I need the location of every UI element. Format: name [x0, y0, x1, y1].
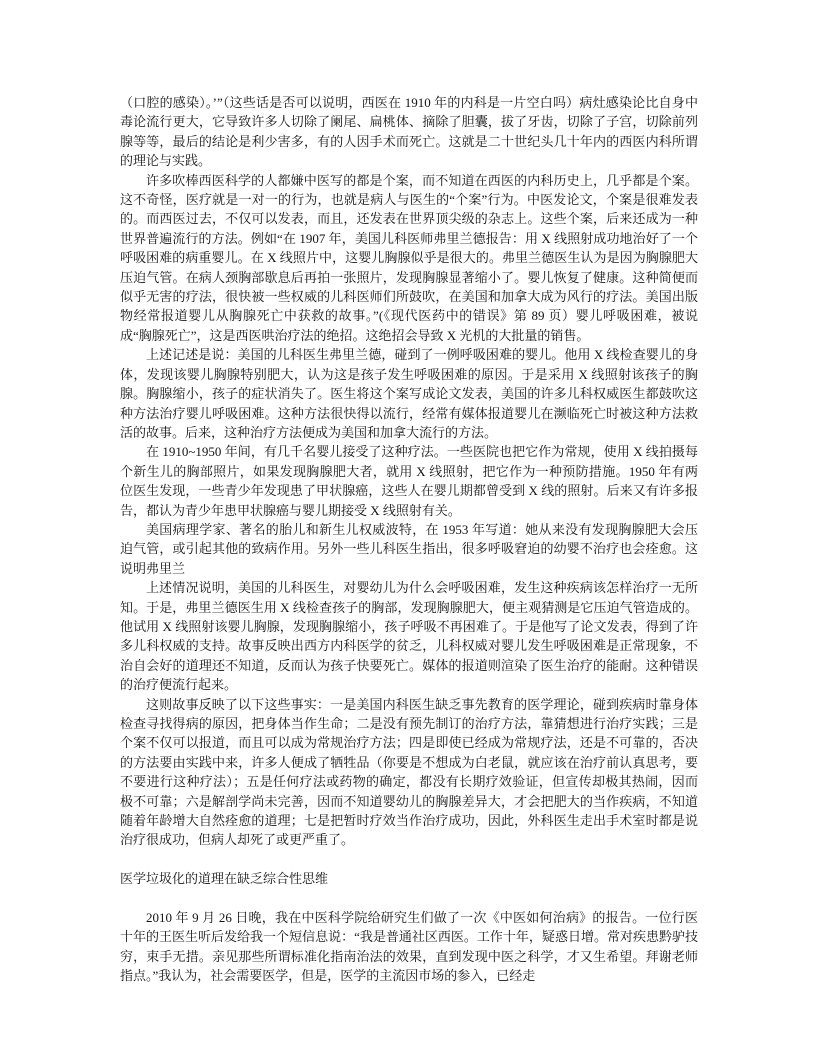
paragraph-explanation: 上述情况说明，美国的儿科医生，对婴幼儿为什么会呼吸困难，发生这种疾病该怎样治疗一无所知。于是，弗里兰德医生用 X 线检查孩子的胸部，发现胸腺肥大，便主观猜测是它压迫气管造成的。他试用 X 线照射该婴儿胸腺，发现胸腺缩小，孩子呼吸不再困难了。于是他写了论文发表，得到了许多儿科权威的支持。故事反映出西方内科医学的贫乏，儿科权威对婴儿发生呼吸困难是正常现象，不治自会好的道理还不知道，反而认为孩子快要死亡。媒体的报道则渲染了医生治疗的能耐。这种错误的治疗便流行起来。	[120, 580, 698, 693]
paragraph-case-reports: 许多吹棒西医科学的人都嫌中医写的都是个案，而不知道在西医的内科历史上，几乎都是个案。这不奇怪，医疗就是一对一的行为，也就是病人与医生的“个案”行为。中医发论文，个案是很难发表的。而西医过去，不仅可以发表，而且，还发表在世界顶尖级的杂志上。这些个案，后来还成为一种世界普遍流行的方法。例如“在 1907 年，美国儿科医师弗里兰德报告：用 X 线照射成功地治好了一个呼吸困难的病重婴儿。在 X 线照片中，这婴儿胸腺似乎是很大的。弗里兰德医生认为是因为胸腺肥大压迫气管。在病人颈胸部歇息后再拍一张照片，发现胸腺显著缩小了。婴儿恢复了健康。这种简便而似乎无害的疗法，很快被一些权威的儿科医师们所鼓吹，在美国和加拿大成为风行的疗法。美国出版物经常报道婴儿从胸腺死亡中获救的故事。”(《现代医药中的错误》第 89 页）婴儿呼吸困难，被说成“胸腺死亡”，这是西医哄治疗法的绝招。这绝招会导致 X 光机的大批量的销售。	[120, 172, 698, 343]
paragraph-continuation: （口腔的感染）。’”（这些话是否可以说明，西医在 1910 年的内科是一片空白吗）病灶感染论比自身中毒论流行更大，它导致许多人切除了阑尾、扁桃体、摘除了胆囊，拔了牙齿，切除了子宫，切除前列腺等等，最后的结论是利少害多，有的人因手术而死亡。这就是二十世纪头几十年内的西医内科所谓的理论与实践。	[120, 95, 698, 169]
paragraph-2010-report: 2010 年 9 月 26 日晚，我在中医科学院给研究生们做了一次《中医如何治病》的报告。一位行医十年的王医生听后发给我一个短信息说：“我是普通社区西医。工作十年，疑惑日增。常对疾患黔驴技穷，束手无措。亲见那些所谓标准化指南治法的效果，直到发现中医之科学，才又生希望。拜谢老师指点。”我认为，社会需要医学，但是，医学的主流因市场的参入，已经走	[120, 910, 698, 984]
section-heading: 医学垃圾化的道理在缺乏综合性思维	[120, 871, 329, 887]
text-block	[120, 93, 698, 986]
paragraph-pathologist: 美国病理学家、著名的胎儿和新生儿权威波特，在 1953 年写道：她从来没有发现胸腺肥大会压迫气管，或引起其他的致病作用。另外一些儿科医生指出，很多呼吸窘迫的幼婴不治疗也会痊愈。这说明弗里兰	[120, 521, 698, 576]
paragraph-1910-1950: 在 1910~1950 年间，有几千名婴儿接受了这种疗法。一些医院也把它作为常规，使用 X 线拍摄每个新生儿的胸部照片，如果发现胸腺肥大者，就用 X 线照射，把它作为一种预防措施。1950 年有两位医生发现，一些青少年发现患了甲状腺癌，这些人在婴儿期都曾受到 X 线的照射。后来又有许多报告，都认为青少年患甲状腺癌与婴儿期接受 X 线照射有关。	[120, 444, 698, 518]
paragraph-summary-story: 上述记述是说：美国的儿科医生弗里兰德，碰到了一例呼吸困难的婴儿。他用 X 线检查婴儿的身体，发现该婴儿胸腺特别肥大，认为这是孩子发生呼吸困难的原因。于是采用 X 线照射该孩子的胸腺。胸腺缩小，孩子的症状消失了。医生将这个案写成论文发表，美国的许多儿科权威医生都鼓吹这种方法治疗婴儿呼吸困难。这种方法很快得以流行，经常有媒体报道婴儿在濒临死亡时被这种方法救活的故事。后来，这种治疗方法便成为美国和加拿大流行的方法。	[120, 347, 698, 440]
paragraph-facts-list: 这则故事反映了以下这些事实：一是美国内科医生缺乏事先教育的医学理论，碰到疾病时靠身体检查寻找得病的原因，把身体当作生命；二是没有预先制订的治疗方法，靠猜想进行治疗实践；三是个案不仅可以报道，而且可以成为常规治疗方法；四是即使已经成为常规疗法，还是不可靠的，否决的方法要由实践中来，许多人便成了牺牲品（你要是不想成为白老鼠，就应该在治疗前认真思考，要不要进行这种疗法）；五是任何疗法或药物的确定，都没有长期疗效验证，但宣传却极其热闹，因而极不可靠；六是解剖学尚未完善，因而不知道婴幼儿的胸腺差异大，才会把肥大的当作疾病，不知道随着年龄增大自然痊愈的道理；七是把暂时疗效当作治疗成功，因此，外科医生走出手术室时都是说治疗很成功，但病人却死了或更严重了。	[120, 696, 698, 848]
